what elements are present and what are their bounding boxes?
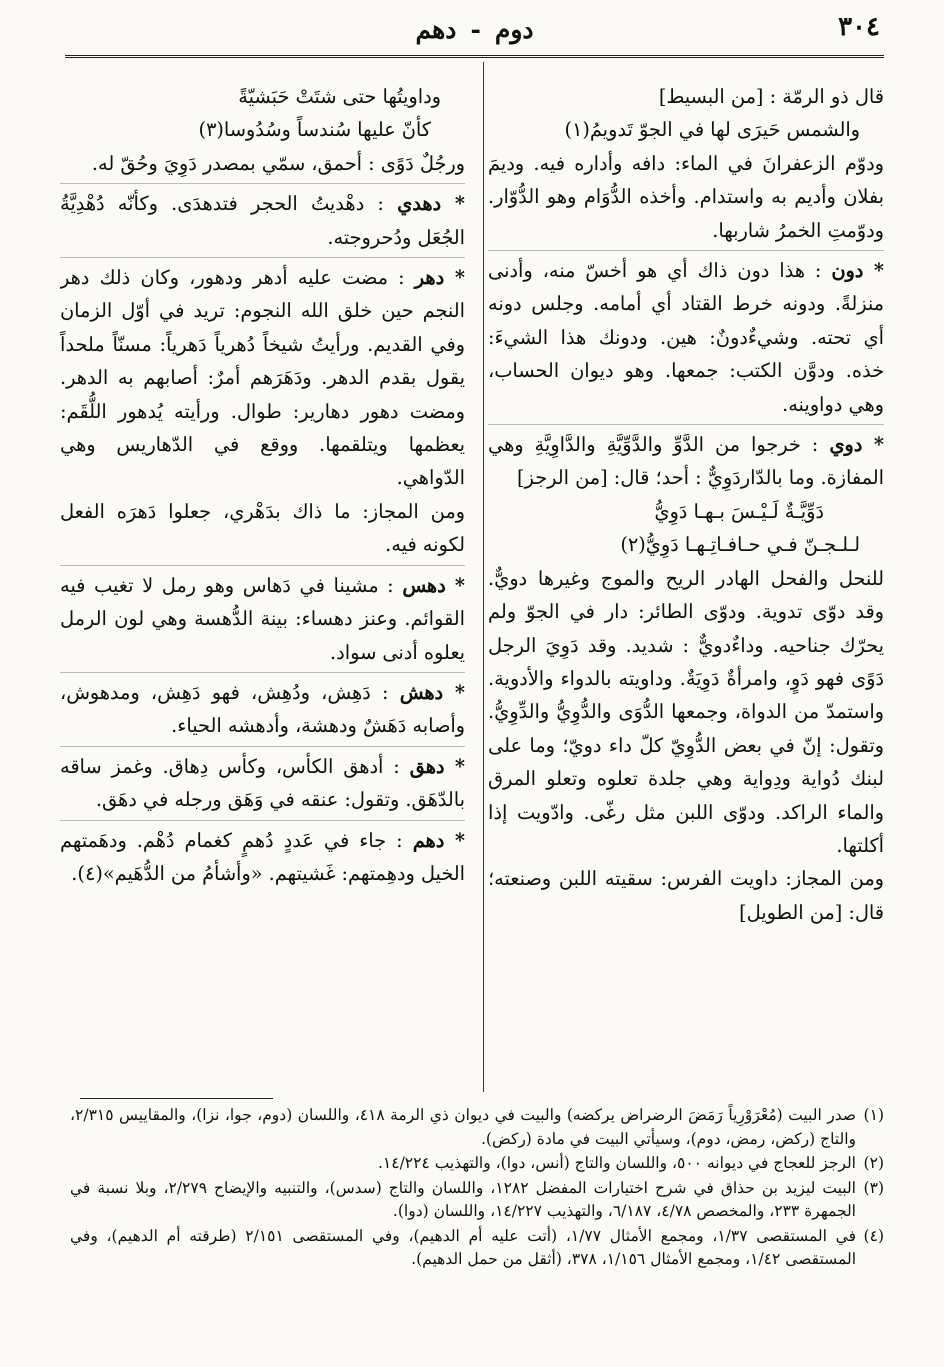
verse-line: دَوِّيَّـةٌ لَـيْـسَ بـهـا دَوِيُّ	[654, 499, 824, 523]
entry-separator	[488, 424, 884, 425]
entry-separator	[60, 672, 465, 673]
footnote-text: في المستقصى ١/٣٧، ومجمع الأمثال ١/٧٧، (أتت عليه أم الدهيم)، وفي المستقصى ٢/١٥١ (طرقته أم الدهيم)، وفي المستقصى ١/٤٢، ومجمع الأمثال ١/١٥٦، ٣٧٨، (أثقل من حمل الدهيم).	[70, 1226, 856, 1268]
footnote-number: (١)	[863, 1106, 884, 1124]
right-column	[488, 80, 884, 1090]
verse-line: لـلـجـنّ فـي حـافـاتِـهـا دَوِيُّ(٢)	[620, 533, 860, 557]
entry-text: * دون : هذا دون ذاك أي هو أخسّ منه، وأدنى منزلةً. ودونه خرط القتاد أي أمامه. وجلس دونه أي تحته. وشيءٌدونٌ: هين. ودونك هذا الشيءَ: خذه. ودوَّن الكتب: جمعها. وهو ديوان الحساب، وهي دواوينه.	[488, 259, 884, 416]
entry-text: ومن المجاز: داويت الفرس: سقيته اللبن وصنعته؛ قال: [من الطويل]	[488, 867, 884, 924]
footnotes	[70, 1104, 884, 1273]
entry-text: * دهق : أدهق الكأس، وكأس دِهاق. وغمز ساقه بالدّهَق. وتقول: عنقه في وَهَق ورجله في دهَق.	[60, 754, 465, 812]
header-rule	[65, 55, 884, 58]
entry-text: قال ذو الرمّة : [من البسيط]	[658, 85, 884, 108]
dictionary-entry	[60, 569, 465, 669]
footnote-rule	[80, 1098, 273, 1099]
entry-separator	[60, 183, 465, 184]
headword: * دهدي	[397, 192, 465, 216]
entry-text: * دهس : مشينا في دَهاس وهو رمل لا تغيب فيه القوائم. وعنز دهساء: بينة الدُّهسة وهي لون الرمل يعلوه أدنى سواد.	[60, 573, 465, 664]
footnote-number: (٣)	[863, 1178, 884, 1197]
dictionary-entry	[60, 187, 465, 254]
verse-line: كأنّ عليها سُندساً وسُدُوسا(٣)	[198, 118, 431, 142]
footnote	[70, 1177, 884, 1224]
headword: * دهم	[412, 828, 465, 852]
dictionary-entry	[60, 824, 465, 891]
entry-text: ورجُلٌ دَوًى : أحمق، سمّي بمصدر دَوِيَ وحُقّ له.	[91, 151, 465, 175]
footnote-text: الرجز للعجاج في ديوانه ٥٠٠، واللسان والتاج (أنس، دوا)، والتهذيب ١٤/٢٢٤.	[377, 1154, 856, 1172]
dictionary-entry	[60, 80, 465, 180]
headword: * دهق	[409, 754, 465, 778]
footnote	[70, 1152, 884, 1176]
running-head-last-root: دهم	[415, 14, 457, 44]
running-head	[415, 15, 533, 44]
verse-line: والشمس حَيرَى لها في الجوّ تَدويمُ(١)	[564, 118, 860, 142]
dictionary-entry	[488, 80, 884, 247]
footnote-number: (٢)	[863, 1154, 884, 1172]
headword: * دوي	[829, 433, 884, 457]
footnote-text: صدر البيت (مُعْرَوْرِياً رَمَضَ الرضراض يركضه) والبيت في ديوان ذي الرمة ٤١٨، واللسان (دوم، جوا، نزا)، والمقاييس ٢/٣١٥، والتاج (ركض، رمض، دوم)، وسيأتي البيت في مادة (ركض).	[70, 1106, 856, 1148]
footnote-number: (٤)	[863, 1226, 884, 1245]
headword: * دهس	[402, 573, 465, 597]
entry-text: * دهر : مضت عليه أدهر ودهور، وكان ذلك دهر النجم حين خلق الله النجوم: تريد في أوّل الزمان وفي القديم. ورأيتُ شيخاً دُهرياً دَهرياً: مسنّاً ملحداً يقول بقدم الدهر. ودَهَرَهم أمرٌ: أصابهم به الدهر. ومضت دهور دهارير: طوال. ورأيته يُدهور اللُّقَم: يعظمها ويتلقمها. ووقع في الدّهاريس وهي الدّواهي.	[60, 266, 465, 490]
entry-text: * دهدي : دهْديتُ الحجر فتدهدَى. وكأنّه دُهْدِيَّةُ الجُعَل ودُحروجته.	[60, 192, 465, 249]
entry-separator	[488, 250, 884, 251]
entry-separator	[60, 746, 465, 747]
page-number: ٣٠٤	[838, 12, 880, 42]
dictionary-entry	[60, 750, 465, 817]
page-header	[65, 8, 884, 50]
headword: * دهر	[414, 266, 465, 290]
entry-text: ومن المجاز: ما ذاك بدَهْري، جعلوا دَهرَه الفعل لكونه فيه.	[60, 499, 465, 557]
dictionary-entry	[60, 676, 465, 743]
dictionary-entry	[488, 254, 884, 421]
entry-separator	[60, 257, 465, 258]
headword: * دهش	[399, 680, 465, 704]
running-head-first-root: دوم	[494, 14, 534, 44]
footnote	[70, 1225, 884, 1272]
entry-text: * دوي : خرجوا من الدَّوِّ والدَّوِّيَّةِ والدَّاوِيَّةِ وهي المفازة. وما بالدّاردَوِيٌّ : أحد؛ قال: [من الرجز]	[488, 433, 884, 490]
running-head-separator: -	[470, 14, 481, 44]
entry-separator	[60, 820, 465, 821]
footnote-text: البيت ليزيد بن حذاق في شرح اختيارات المفضل ١٢٨٢، واللسان والتاج (سدس)، والتنبيه والإيضاح ٢/٢٧٩، وبلا نسبة في الجمهرة ٢٣٣، والمخصص ٤/٧٨، ٦/١٨٧، والتهذيب ١٤/٢٢٧، واللسان (دوا).	[70, 1178, 856, 1220]
footnote	[70, 1104, 884, 1151]
dictionary-entry	[488, 428, 884, 929]
entry-text: للنحل والفحل الهادر الريح والموج وغيرها دويٌّ. وقد دوّى تدوية. ودوّى الطائر: دار في الجوّ ولم يحرّك جناحيه. وداءٌدويٌّ : شديد. وقد دَوِيَ الرجل دَوًى فهو دَوٍ، وامرأةٌ دَوِيَةٌ. وداويته بالدواء والأدوية. واستمدّ من الدواة، وجمعها الدُّوَى والدُّوِيُّ والدِّوِيُّ. وتقول: إنّ في بعض الدُّوِيّ كلّ داء دويّ؛ وما على لبنك دُواية ودِواية وهي جلدة تعلوه وتعلو المرق والماء الراكد. ودوّى اللبن مثل رغّى. وادّويت إذا أكلتها.	[488, 566, 884, 857]
entry-text: * دهم : جاء في عَددٍ دُهمٍ كغمام دُهْم. ودهَمتهم الخيل ودهِمتهم: غَشيتهم. «وأشأمُ من الدُّهَيم»(٤).	[60, 828, 465, 885]
column-divider	[483, 62, 484, 1092]
headword: * دون	[831, 259, 884, 283]
entry-separator	[60, 565, 465, 566]
verse-line: وداويتُها حتى شتَتْ حَبَشيّةً	[238, 85, 441, 108]
entry-text: * دهش : دَهِش، ودُهِش، فهو دَهِش، ومدهوش، وأصابه دَهَشٌ ودهشة، وأدهشه الحياء.	[60, 680, 465, 738]
dictionary-entry	[60, 261, 465, 562]
left-column	[60, 80, 465, 1090]
entry-text: ودوّم الزعفرانَ في الماء: دافه وأداره فيه. وديمَ بفلان وأديم به واستدام. وأخذه الدُّوَام وهو الدُّوّار. ودوّمتِ الخمرُ شاربها.	[488, 151, 884, 242]
